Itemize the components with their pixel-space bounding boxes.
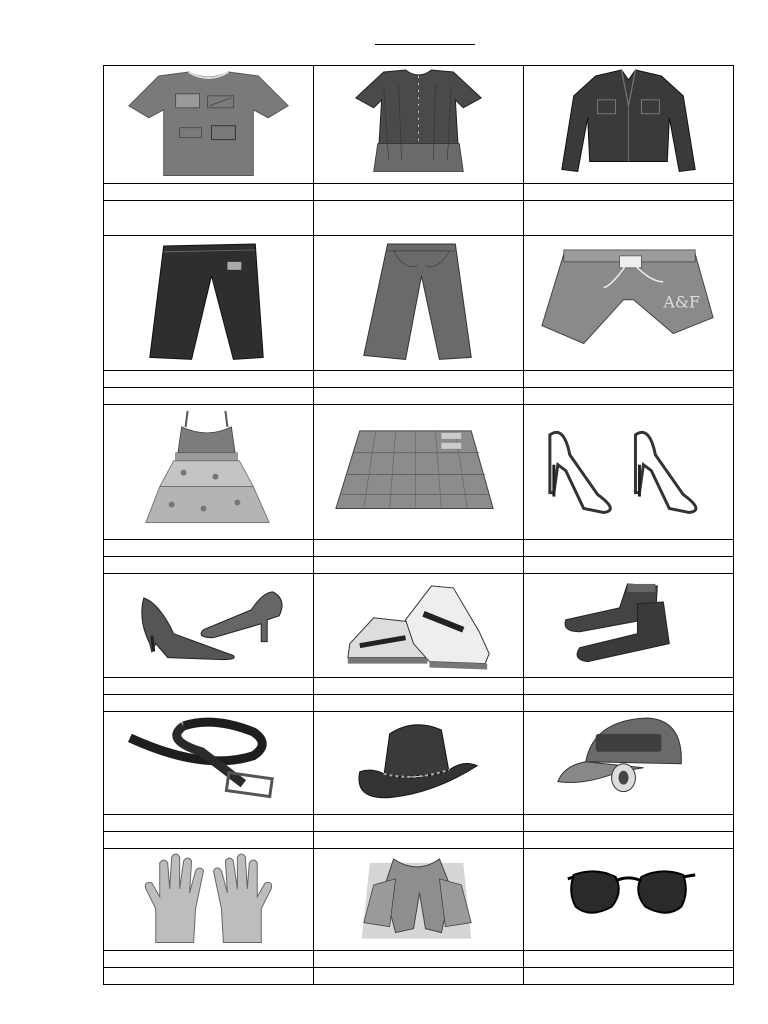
sheer-blouse-picture-cell bbox=[314, 66, 524, 184]
answer-cell[interactable] bbox=[524, 370, 734, 387]
answer-cell[interactable] bbox=[314, 815, 524, 832]
scarf-icon bbox=[314, 849, 523, 950]
spacer-cell bbox=[314, 387, 524, 404]
socks-icon bbox=[524, 574, 733, 677]
shorts-icon bbox=[524, 236, 733, 369]
sneakers-picture-cell bbox=[314, 574, 524, 678]
svg-text:A&F: A&F bbox=[663, 293, 701, 313]
sunglasses-picture-cell bbox=[524, 849, 734, 951]
spacer-cell bbox=[104, 557, 314, 574]
spacer-cell bbox=[314, 201, 524, 236]
answer-cell[interactable] bbox=[524, 677, 734, 694]
jeans-icon bbox=[314, 236, 523, 369]
dress-picture-cell bbox=[104, 404, 314, 539]
high-heels-picture-cell bbox=[104, 574, 314, 678]
sneakers-icon bbox=[314, 574, 523, 677]
cowboy-hat-icon bbox=[314, 712, 523, 815]
answer-cell[interactable] bbox=[104, 815, 314, 832]
t-shirt-icon bbox=[104, 66, 313, 183]
spacer-cell bbox=[314, 967, 524, 984]
spacer-cell bbox=[314, 694, 524, 711]
answer-cell[interactable] bbox=[524, 950, 734, 967]
shorts-picture-cell bbox=[524, 236, 734, 370]
t-shirt-picture-cell bbox=[104, 66, 314, 184]
answer-cell[interactable] bbox=[104, 370, 314, 387]
spacer-cell bbox=[524, 201, 734, 236]
answer-cell[interactable] bbox=[104, 950, 314, 967]
spacer-cell bbox=[314, 557, 524, 574]
strappy-sandals-picture-cell bbox=[524, 404, 734, 539]
spacer-cell bbox=[524, 694, 734, 711]
baseball-cap-picture-cell bbox=[524, 711, 734, 815]
spacer-cell bbox=[104, 832, 314, 849]
sheer-blouse-icon bbox=[314, 66, 523, 183]
socks-picture-cell bbox=[524, 574, 734, 678]
title-blank-line bbox=[375, 44, 475, 45]
answer-cell[interactable] bbox=[104, 184, 314, 201]
answer-cell[interactable] bbox=[314, 950, 524, 967]
belt-picture-cell bbox=[104, 711, 314, 815]
track-pants-picture-cell bbox=[104, 236, 314, 370]
answer-cell[interactable] bbox=[314, 540, 524, 557]
scarf-picture-cell bbox=[314, 849, 524, 951]
spacer-cell bbox=[524, 557, 734, 574]
answer-cell[interactable] bbox=[314, 184, 524, 201]
gloves-picture-cell bbox=[104, 849, 314, 951]
answer-cell[interactable] bbox=[314, 677, 524, 694]
spacer-cell bbox=[104, 694, 314, 711]
baseball-cap-icon bbox=[524, 712, 733, 815]
dress-icon bbox=[104, 405, 313, 539]
plaid-skirt-picture-cell bbox=[314, 404, 524, 539]
jeans-picture-cell bbox=[314, 236, 524, 370]
clothing-vocabulary-table bbox=[103, 65, 734, 985]
denim-jacket-picture-cell bbox=[524, 66, 734, 184]
high-heels-icon bbox=[104, 574, 313, 677]
spacer-cell bbox=[314, 832, 524, 849]
strappy-sandals-icon bbox=[524, 405, 733, 539]
spacer-cell bbox=[104, 201, 314, 236]
cowboy-hat-picture-cell bbox=[314, 711, 524, 815]
belt-icon bbox=[104, 712, 313, 815]
sunglasses-icon bbox=[524, 849, 733, 950]
answer-cell[interactable] bbox=[524, 184, 734, 201]
answer-cell[interactable] bbox=[104, 677, 314, 694]
answer-cell[interactable] bbox=[104, 540, 314, 557]
spacer-cell bbox=[524, 387, 734, 404]
spacer-cell bbox=[104, 387, 314, 404]
plaid-skirt-icon bbox=[314, 405, 523, 539]
spacer-cell bbox=[104, 967, 314, 984]
spacer-cell bbox=[524, 967, 734, 984]
answer-cell[interactable] bbox=[524, 815, 734, 832]
spacer-cell bbox=[524, 832, 734, 849]
gloves-icon bbox=[104, 849, 313, 950]
track-pants-icon bbox=[104, 236, 313, 369]
denim-jacket-icon bbox=[524, 66, 733, 183]
answer-cell[interactable] bbox=[314, 370, 524, 387]
answer-cell[interactable] bbox=[524, 540, 734, 557]
